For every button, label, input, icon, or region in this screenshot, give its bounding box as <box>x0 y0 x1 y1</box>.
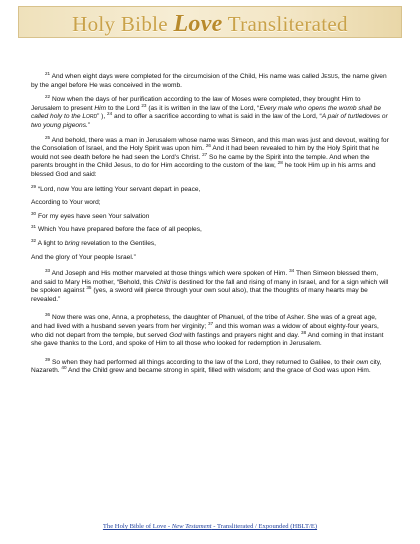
verse-number: 27 <box>202 151 208 157</box>
poetry-line <box>31 199 389 208</box>
verse-text: And coming in that instant she gave thanks to the Lord, and spoke of Him to all those who looked for redemption in Jerusalem. <box>31 331 384 348</box>
verse-number: 33 <box>45 268 51 274</box>
verse-text: So when they had performed all things according to the law of the Lord, they returned to Galilee, to their <box>51 358 357 366</box>
verse-text-italic: Child <box>155 278 171 286</box>
verse-text: ” ), <box>97 113 108 121</box>
header-banner <box>18 6 402 38</box>
verse-text: And Joseph and His mother marveled at those things which were spoken of Him. <box>51 270 290 278</box>
verse-number: 40 <box>61 365 67 371</box>
footer-link[interactable] <box>0 523 420 530</box>
footer-text: The Holy Bible of Love - <box>102 523 172 530</box>
verse-text: (as it is written in the law of the Lord, “ <box>148 104 260 112</box>
footer-text: - Transliterated / Expounded (HBLT/E) <box>211 523 318 530</box>
verse-text: And the glory of Your people Israel.” <box>31 253 136 261</box>
verse-number: 32 <box>31 237 37 243</box>
verse-text-italic: God <box>169 331 182 339</box>
verse-number: 38 <box>301 329 307 335</box>
banner-title <box>19 11 401 38</box>
verse-number: 39 <box>45 356 51 362</box>
verse-number: 22 <box>45 94 51 100</box>
paragraph-verse-39 <box>31 356 389 376</box>
verse-number: 30 <box>31 210 37 216</box>
verse-text-italic: ord <box>86 113 98 121</box>
verse-number: 31 <box>31 224 37 230</box>
verse-number: 24 <box>107 111 113 117</box>
verse-text-italic: A pair of turtledoves or two young pigeons. <box>31 113 388 129</box>
verse-number: 25 <box>45 134 51 140</box>
paragraph-verse-36 <box>31 314 389 348</box>
verse-text: And the Child grew and became strong in spirit, filled with wisdom; and the grace of God was upon Him. <box>68 367 371 375</box>
verse-number: 23 <box>141 102 147 108</box>
verse-text: to the Lord <box>106 104 142 112</box>
verse-number: 35 <box>86 285 92 291</box>
verse-text: Which You have prepared before the face of all peoples, <box>37 226 202 234</box>
verse-number: 36 <box>45 312 51 318</box>
paragraph-verse-21 <box>31 73 389 90</box>
scripture-text <box>31 73 389 382</box>
poetry-line <box>31 210 389 222</box>
verse-text: city, Nazareth. <box>31 358 382 375</box>
verse-text: revelation to the Gentiles, <box>79 239 156 247</box>
verse-number: 37 <box>208 321 214 327</box>
verse-text: Now there was one, Anna, a prophetess, the daughter of Phanuel, of the tribe of Asher. She was of a great age, and had lived with a husband seven years from her virginity; <box>31 314 377 331</box>
poetry-line <box>31 237 389 249</box>
paragraph-verse-22 <box>31 96 389 130</box>
verse-text: Then Simeon blessed them, and said to Mary His mother, “Behold, this <box>31 270 379 286</box>
poetry-line <box>31 183 389 195</box>
verse-text: and to offer a sacrifice according to what is said in the law of the Lord, “ <box>113 113 322 121</box>
poetry-line <box>31 226 389 235</box>
verse-text: A light to <box>37 239 65 247</box>
title-holy-bible: Holy Bible <box>72 12 168 36</box>
title-transliterated: Transliterated <box>227 12 348 36</box>
verse-text: is destined for the fall and rising of many in Israel, and for a sign which will be spoken against <box>31 278 389 295</box>
verse-text: he took Him up in his arms and blessed God and said: <box>31 162 376 178</box>
verse-text: And behold, there was a man in Jerusalem whose name was Simeon, and this man was just and devout, waiting for the Consolation of Israel, and the Holy Spirit was upon him. <box>31 136 389 153</box>
verse-text: , the name given by the angel before He was conceived in the womb. <box>31 73 387 89</box>
verse-text: and this woman <box>215 323 264 331</box>
verse-number: 34 <box>289 268 295 274</box>
verse-text: ” <box>87 121 91 129</box>
verse-text: a widow of about eighty-four years, who did not depart from the temple, but served <box>31 323 379 339</box>
verse-text-italic: Him <box>94 104 107 112</box>
verse-number: 29 <box>31 183 37 189</box>
paragraph-verse-25 <box>31 134 389 180</box>
verse-text-emphasis: Jesus <box>320 73 338 80</box>
verse-number: 26 <box>205 143 211 149</box>
verse-text: So he came by the Spirit into the temple. And when the parents brought in the Child Jesus, to do for Him according to the custom of the law, <box>31 153 370 170</box>
verse-text: And it had been revealed to him by the Holy Spirit that he would not see death before he had seen the Lord’s Christ. <box>31 145 380 161</box>
paragraph-verse-33 <box>31 270 389 304</box>
verse-text: Now when the days of her purification according to the law of Moses were completed, they brought Him to Jerusalem to present <box>31 96 361 112</box>
verse-text: And when eight days were completed for the circumcision of the Child, His name was called <box>51 73 321 80</box>
title-love: Love <box>173 11 223 37</box>
verse-text-italic: own <box>356 358 369 366</box>
verse-text: For my eyes have seen Your salvation <box>37 212 150 220</box>
verse-text-italic: was <box>263 323 275 331</box>
verse-text: According to Your word; <box>31 199 101 207</box>
footer-text-italic: New Testament <box>171 523 212 530</box>
verse-text: (yes, a sword will pierce through your own soul also), that the thoughts of many hearts may be revealed.” <box>31 287 368 303</box>
verse-text: “Lord, now You are letting Your servant depart in peace, <box>37 185 201 193</box>
verse-text-italic: bring <box>64 239 80 247</box>
verse-text: with fastings and prayers night and day. <box>181 331 302 339</box>
poetry-line <box>31 254 389 263</box>
verse-number: 21 <box>45 71 51 76</box>
verse-number: 28 <box>277 160 283 166</box>
verse-text-italic: Every male who opens the womb shall be called holy to the L <box>31 104 382 121</box>
